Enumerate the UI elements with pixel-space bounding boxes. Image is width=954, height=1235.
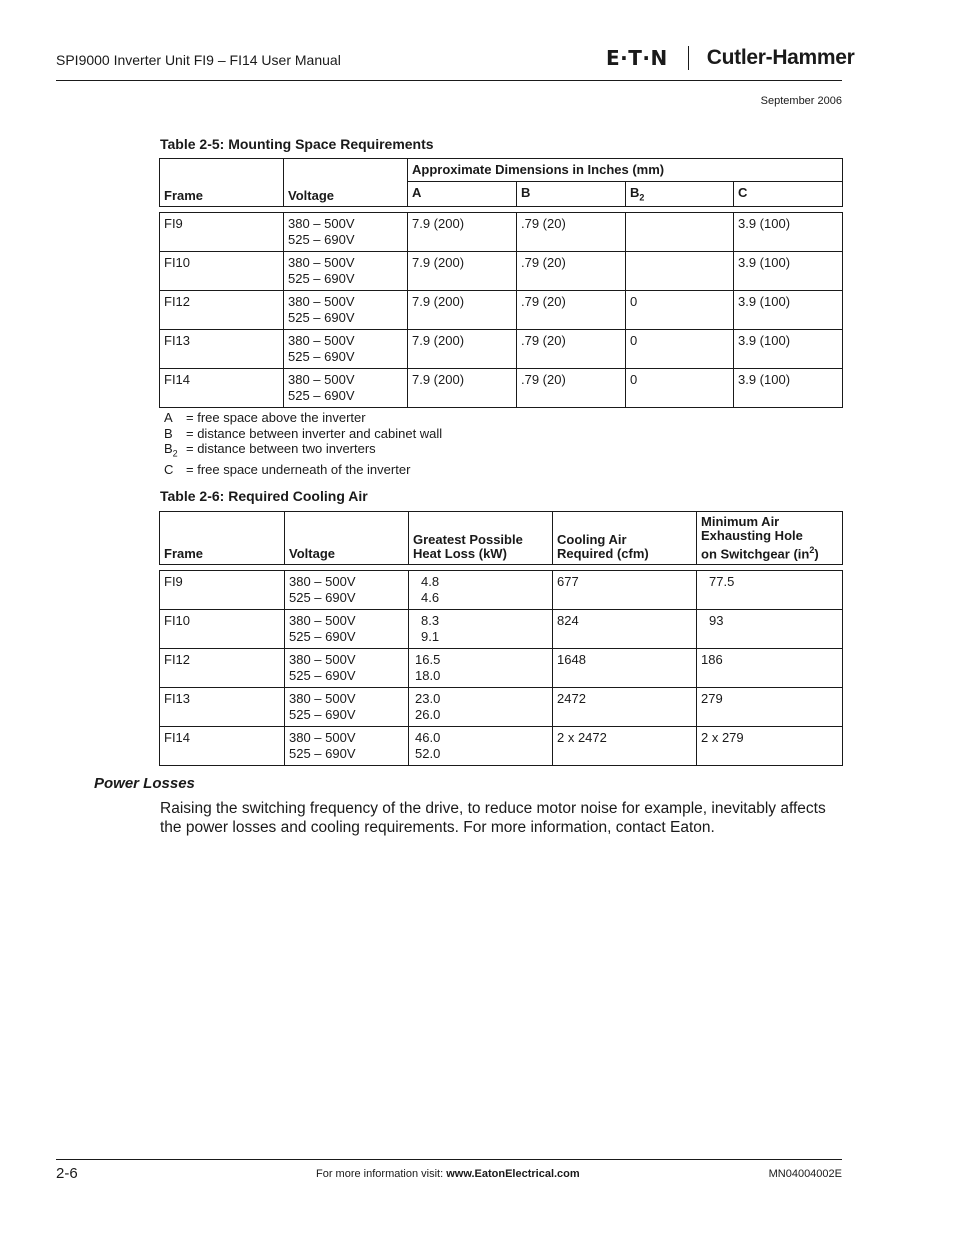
- table-row: [160, 368, 843, 407]
- legend-text: = distance between two inverters: [186, 441, 376, 456]
- t2-heat-line1: 46.0: [415, 730, 441, 746]
- t2-cell-heat-loss: [409, 571, 553, 610]
- t2-voltage-line2: 525 – 690V: [289, 629, 356, 645]
- t2-header-exhaust-hole: [697, 512, 843, 565]
- t2-cell-exhaust-hole: 186: [697, 649, 843, 688]
- t1-cell-b2: 0: [626, 368, 734, 407]
- t1-header-b2-sub: 2: [639, 192, 645, 203]
- dimension-legend: [164, 410, 442, 478]
- t2-cell-voltage: [285, 688, 409, 727]
- t2-header-exhaust-hole-close: ): [814, 546, 819, 562]
- t1-voltage-line1: 380 – 500V: [288, 254, 355, 270]
- t1-cell-a: 7.9 (200): [408, 212, 517, 251]
- t2-cell-heat-loss: [409, 727, 553, 766]
- t2-cell-cooling-air: 677: [553, 571, 697, 610]
- legend-key: [164, 410, 186, 426]
- legend-text: = free space underneath of the inverter: [186, 462, 411, 478]
- t2-heat-line1: 8.3: [421, 613, 440, 629]
- footer-website-link[interactable]: www.EatonElectrical.com: [446, 1168, 580, 1180]
- t1-voltage-line2: 525 – 690V: [288, 387, 355, 403]
- legend-key-letter: C: [164, 462, 174, 478]
- t1-cell-b: .79 (20): [517, 290, 626, 329]
- t2-header-exhaust-hole-sup: 2: [809, 545, 815, 555]
- t2-cell-exhaust-hole: 2 x 279: [697, 727, 843, 766]
- t2-header-cooling-air-line2: Required (cfm): [557, 546, 649, 562]
- table-row: [160, 329, 843, 368]
- t1-cell-voltage: [284, 212, 408, 251]
- t1-voltage-line1: 380 – 500V: [288, 332, 355, 348]
- table-row: [160, 610, 843, 649]
- footer-info-prefix: For more information visit:: [316, 1168, 447, 1180]
- t1-header-b: B: [517, 182, 626, 207]
- t1-header-dimensions: Approximate Dimensions in Inches (mm): [408, 159, 843, 182]
- t2-cell-heat-loss: [409, 649, 553, 688]
- legend-text: = distance between inverter and cabinet wall: [186, 425, 443, 441]
- t1-cell-frame: FI13: [160, 329, 284, 368]
- t2-header-cooling-air-line1: Cooling Air: [557, 532, 627, 548]
- t1-voltage-line1: 380 – 500V: [288, 293, 355, 309]
- legend-key: [164, 426, 186, 442]
- t2-heat-line1: 4.8: [421, 574, 440, 590]
- t2-header-exhaust-hole-line1: Minimum Air: [701, 514, 780, 529]
- table-row: [160, 688, 843, 727]
- t2-cell-frame: FI9: [160, 571, 285, 610]
- legend-key-letter: A: [164, 410, 173, 425]
- t2-header-voltage: Voltage: [285, 512, 409, 565]
- t2-voltage-line1: 380 – 500V: [289, 691, 356, 707]
- t1-cell-a: 7.9 (200): [408, 368, 517, 407]
- table-row: [160, 212, 843, 251]
- t2-voltage-line2: 525 – 690V: [289, 668, 356, 684]
- t1-cell-b2: 0: [626, 290, 734, 329]
- t1-cell-a: 7.9 (200): [408, 290, 517, 329]
- logo-divider: [688, 46, 689, 70]
- t1-cell-frame: FI9: [160, 212, 284, 251]
- t2-cell-voltage: [285, 727, 409, 766]
- t1-header-a: A: [408, 182, 517, 207]
- cutler-hammer-logo: Cutler-Hammer: [706, 46, 855, 69]
- t2-voltage-line2: 525 – 690V: [289, 707, 356, 723]
- mounting-space-table: [159, 158, 843, 408]
- t1-cell-b: .79 (20): [517, 329, 626, 368]
- table-row: [160, 727, 843, 766]
- t2-cell-exhaust-hole: 279: [697, 688, 843, 727]
- t2-header-heat-loss-line1: Greatest Possible: [413, 532, 523, 548]
- legend-text: = free space above the inverter: [186, 410, 366, 425]
- t1-cell-voltage: [284, 251, 408, 290]
- t1-cell-a: 7.9 (200): [408, 251, 517, 290]
- document-number: MN04004002E: [768, 1168, 842, 1180]
- publication-date: September 2006: [760, 95, 842, 107]
- t1-voltage-line2: 525 – 690V: [288, 270, 355, 286]
- t2-cell-cooling-air: 1648: [553, 649, 697, 688]
- t2-header-frame: Frame: [160, 512, 285, 565]
- legend-key-letter: B: [164, 441, 173, 456]
- t2-header-cooling-air: [553, 512, 697, 565]
- t2-cell-voltage: [285, 571, 409, 610]
- legend-key: [164, 441, 186, 462]
- t2-header-exhaust-hole-line3: [701, 543, 838, 561]
- section-paragraph: Raising the switching frequency of the drive, to reduce motor noise for example, inevitably affects the power losses and cooling requirements. For more information, contact Eaton.: [160, 800, 826, 836]
- footer-rule: [56, 1159, 842, 1160]
- t1-header-b2-label: B: [630, 185, 640, 200]
- t1-header-b2: [626, 182, 734, 207]
- table-row: [160, 290, 843, 329]
- t2-cell-cooling-air: 2472: [553, 688, 697, 727]
- legend-key-sub: 2: [172, 448, 178, 459]
- t2-header-heat-loss: [409, 512, 553, 565]
- t2-heat-line2: 26.0: [415, 707, 441, 723]
- legend-item: [164, 441, 442, 462]
- t1-header-frame: Frame: [160, 159, 284, 207]
- t1-voltage-line2: 525 – 690V: [288, 348, 355, 364]
- t1-cell-b2: 0: [626, 329, 734, 368]
- document-title: SPI9000 Inverter Unit FI9 – FI14 User Manual: [56, 52, 341, 68]
- table2-caption: Table 2-6: Required Cooling Air: [160, 488, 368, 504]
- t2-header-exhaust-hole-text: on Switchgear (in: [701, 546, 810, 562]
- t1-cell-c: 3.9 (100): [734, 251, 843, 290]
- footer-info: [316, 1168, 580, 1180]
- header-rule: [56, 80, 842, 81]
- table1-caption: Table 2-5: Mounting Space Requirements: [160, 136, 434, 152]
- t2-cell-heat-loss: [409, 610, 553, 649]
- page-number: 2-6: [56, 1165, 78, 1182]
- t2-cell-frame: FI14: [160, 727, 285, 766]
- t2-voltage-line1: 380 – 500V: [289, 574, 356, 590]
- t1-cell-b2: [626, 251, 734, 290]
- section-heading: Power Losses: [94, 775, 195, 792]
- t2-heat-line2: 52.0: [415, 746, 441, 762]
- t1-cell-c: 3.9 (100): [734, 290, 843, 329]
- t2-heat-line1: 16.5: [415, 652, 441, 668]
- t1-header-voltage: Voltage: [284, 159, 408, 207]
- t1-voltage-line2: 525 – 690V: [288, 231, 355, 247]
- t1-cell-voltage: [284, 329, 408, 368]
- t2-cell-voltage: [285, 610, 409, 649]
- t2-cell-exhaust-hole: 77.5: [697, 571, 843, 610]
- cooling-air-table: [159, 511, 843, 766]
- t2-heat-line1: 23.0: [415, 691, 441, 707]
- t2-cell-frame: FI10: [160, 610, 285, 649]
- table-row: [160, 251, 843, 290]
- brand-logo: [606, 46, 855, 70]
- t1-cell-frame: FI14: [160, 368, 284, 407]
- t2-cell-voltage: [285, 649, 409, 688]
- t2-cell-exhaust-hole: 93: [697, 610, 843, 649]
- t1-cell-a: 7.9 (200): [408, 329, 517, 368]
- t2-cell-cooling-air: 2 x 2472: [553, 727, 697, 766]
- t1-voltage-line1: 380 – 500V: [288, 371, 355, 387]
- t2-heat-line2: 18.0: [415, 668, 441, 684]
- t1-cell-b2: [626, 212, 734, 251]
- t1-cell-b: .79 (20): [517, 251, 626, 290]
- t2-cell-cooling-air: 824: [553, 610, 697, 649]
- legend-key: [164, 462, 186, 478]
- t2-voltage-line2: 525 – 690V: [289, 590, 356, 606]
- t1-cell-c: 3.9 (100): [734, 368, 843, 407]
- legend-item: [164, 426, 442, 442]
- t1-cell-frame: FI12: [160, 290, 284, 329]
- t2-voltage-line1: 380 – 500V: [289, 652, 356, 668]
- t2-header-exhaust-hole-line2: Exhausting Hole: [701, 528, 803, 543]
- t2-voltage-line1: 380 – 500V: [289, 730, 356, 746]
- t1-cell-c: 3.9 (100): [734, 329, 843, 368]
- eaton-logo: E·T·N: [606, 46, 668, 70]
- legend-key-letter: B: [164, 425, 173, 441]
- t2-voltage-line1: 380 – 500V: [289, 613, 356, 629]
- t2-voltage-line2: 525 – 690V: [289, 746, 356, 762]
- t1-cell-b: .79 (20): [517, 212, 626, 251]
- t1-cell-voltage: [284, 368, 408, 407]
- table-row: [160, 571, 843, 610]
- t1-cell-c: 3.9 (100): [734, 212, 843, 251]
- t1-cell-b: .79 (20): [517, 368, 626, 407]
- t1-cell-voltage: [284, 290, 408, 329]
- t1-header-c: C: [734, 182, 843, 207]
- legend-item: [164, 462, 442, 478]
- t2-cell-heat-loss: [409, 688, 553, 727]
- t1-cell-frame: FI10: [160, 251, 284, 290]
- t1-voltage-line1: 380 – 500V: [288, 215, 355, 231]
- t2-heat-line2: 9.1: [421, 629, 440, 645]
- t2-heat-line2: 4.6: [421, 590, 440, 606]
- t2-header-heat-loss-line2: Heat Loss (kW): [413, 546, 507, 562]
- t2-cell-frame: FI13: [160, 688, 285, 727]
- legend-item: [164, 410, 442, 426]
- t1-voltage-line2: 525 – 690V: [288, 309, 355, 325]
- table-row: [160, 649, 843, 688]
- t2-cell-frame: FI12: [160, 649, 285, 688]
